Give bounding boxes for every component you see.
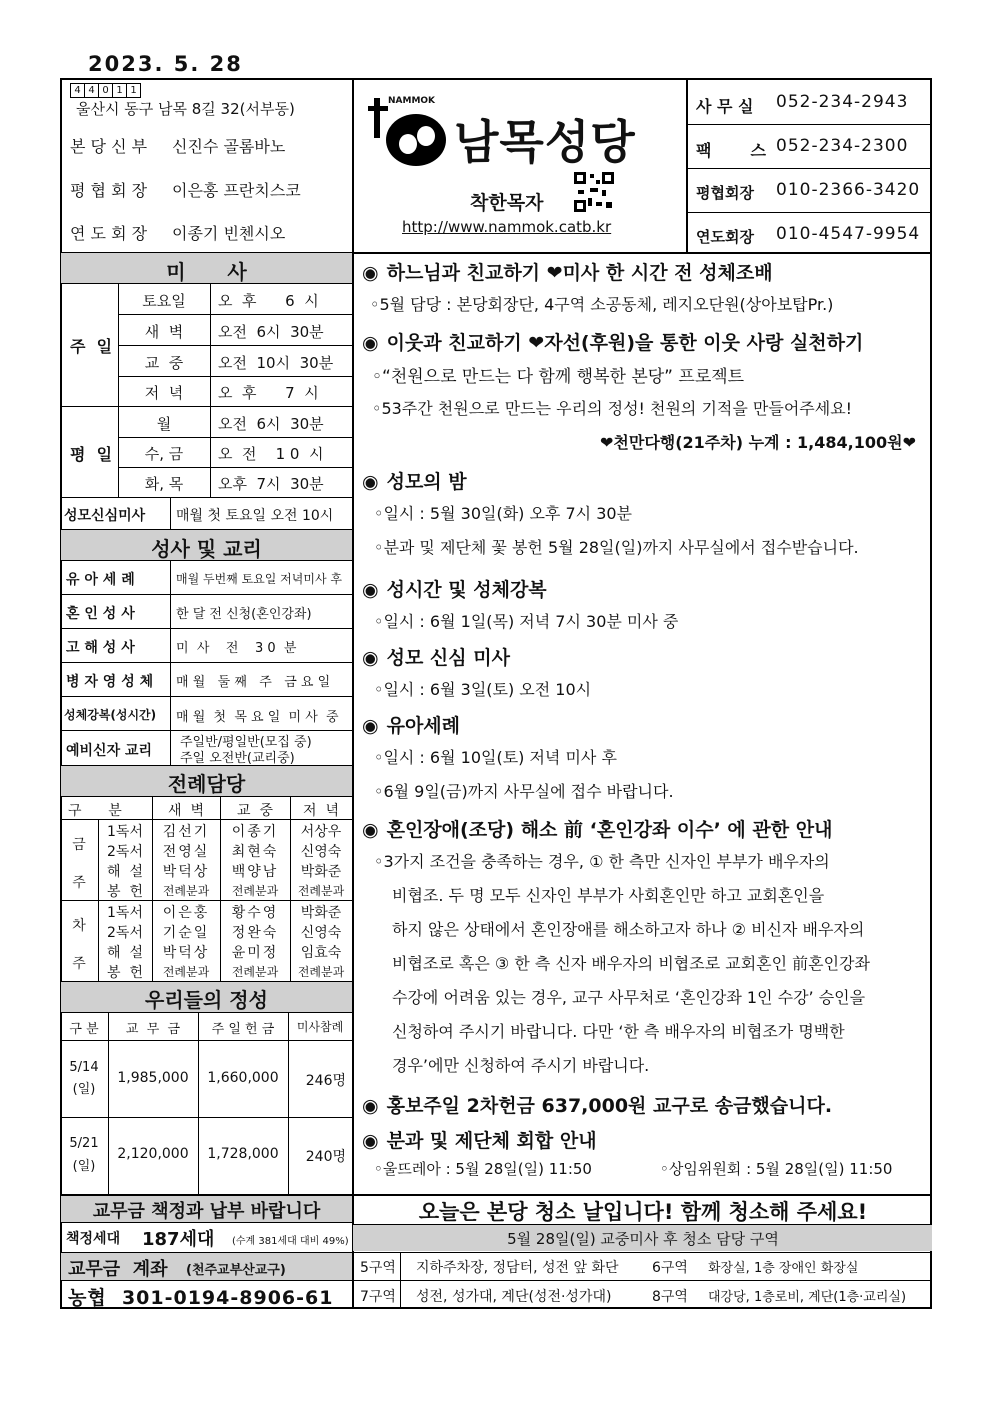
notice-line: ◦일시 : 6월 1일(목) 저녁 7시 30분 미사 중 [374,612,679,631]
cleaning-zone: 8구역 [652,1289,688,1305]
mass-time: 오 전 1 0 시 [218,445,324,463]
mass-day: 토요일 [142,292,186,310]
marian-mass-value: 매월 첫 토요일 오전 10시 [176,508,334,524]
officer-name-pastor: 신진수 골롬바노 [172,137,286,156]
notice-line: 비협조로 혹은 ③ 한 측 신자 배우자의 비협조로 교회혼인 前혼인강좌 [392,954,870,973]
logo-title: 남목성당 [454,115,636,169]
marian-mass-label: 성모신심미사 [64,508,146,524]
liturgy-role: 2독서 [107,844,143,860]
cleaning-zone: 6구역 [652,1260,688,1276]
liturgy-role: 봉 헌 [107,965,143,981]
liturgy-cell: 전례분과 [297,884,345,898]
notice-line: ◦울뜨레아 : 5월 28일(일) 11:50 [374,1160,592,1178]
households-value: 187세대 [142,1229,215,1250]
notice-line: ◦일시 : 6월 3일(토) 오전 10시 [374,680,592,699]
cleaning-zone: 5구역 [360,1260,396,1276]
liturgy-cell: 서상우 [300,824,342,840]
zip-digit: 4 [70,83,85,98]
contact-value-prayer: 010-4547-9954 [776,224,921,244]
notice-line: ◦5월 담당 : 본당회장단, 4구역 소공동체, 레지오단원(상아보탑Pr.) [370,295,834,314]
liturgy-section-title: 전례담당 [167,772,246,796]
notice-title [362,1126,597,1153]
bullet-icon: ◉ [362,1095,379,1117]
liturgy-cell: 박화준 [300,905,342,921]
liturgy-cell: 전례분과 [297,965,345,979]
cleaning-title: 오늘은 본당 청소 날입니다! 함께 청소해 주세요! [418,1200,868,1224]
liturgy-header: 새 벽 [168,803,204,819]
offering-count: 240명 [305,1149,346,1165]
officer-name-prayer: 이종기 빈첸시오 [172,224,286,243]
dues-title: 교무금 책정과 납부 바랍니다 [92,1201,321,1222]
contact-value-fax: 052-234-2300 [776,136,909,156]
mass-section-title: 미 사 [166,260,247,284]
notice-title-text: 성시간 및 성체강복 [386,579,547,601]
qr-code-icon [574,172,614,212]
notice-line: ◦일시 : 6월 10일(토) 저녁 미사 후 [374,748,617,767]
households-note: (수계 381세대 대비 49%) [232,1236,349,1247]
bullet-icon: ◉ [362,579,379,601]
cleaning-zone: 7구역 [360,1289,396,1305]
offering-dues: 1,985,000 [117,1070,189,1086]
mass-day: 화, 목 [144,475,184,493]
liturgy-cell: 전영실 [162,844,210,860]
liturgy-header: 저 녁 [303,803,339,819]
liturgy-cell: 전례분과 [162,965,210,979]
households-label: 책정세대 [66,1231,121,1247]
mass-day: 수, 금 [144,445,184,463]
sacrament-value: 매 월 첫 목 요 일 미 사 중 [176,710,339,725]
bullet-icon: ◉ [362,332,379,354]
offerings-header: 주 일 헌 금 [211,1022,275,1037]
offerings-header: 미사참례 [296,1020,344,1034]
mass-day: 새 벽 [144,323,184,341]
liturgy-week-label: 주 [72,956,86,972]
notice-line: ◦“천원으로 만드는 다 함께 행복한 본당” 프로젝트 [372,367,745,387]
notice-title [362,467,467,494]
sacrament-value: 미 사 전 3 0 분 [176,641,297,656]
contact-label-council: 평협회장 [696,184,754,202]
liturgy-cell: 전례분과 [162,884,210,898]
notice-line: ❤천만다행(21주차) 누계 : 1,484,100원❤ [600,433,917,452]
mass-time: 오 후 6 시 [218,292,319,310]
notice-line: 하지 않은 상태에서 혼인장애를 해소하고자 하나 ② 비신자 배우자의 [392,920,865,939]
liturgy-cell: 신영숙 [300,925,342,941]
liturgy-cell: 박덕상 [162,864,210,880]
sacrament-label: 고 해 성 사 [66,640,135,656]
bullet-icon: ◉ [362,647,379,669]
notice-line: ◦분과 및 제단체 꽃 봉헌 5월 28일(일)까지 사무실에서 접수받습니다. [374,538,859,557]
notice-title [362,328,863,355]
cleaning-place: 대강당, 1층로비, 계단(1층·교리실) [708,1290,907,1305]
sacraments-section-title: 성사 및 교리 [151,537,262,561]
notice-title [362,575,547,602]
sacrament-label: 유 아 세 례 [66,572,135,588]
notice-title-text: 성모 신심 미사 [386,647,510,669]
bullet-icon: ◉ [362,1130,379,1152]
sacrament-value: 한 달 전 신청(혼인강좌) [176,607,312,622]
notice-line: ◦3가지 조건을 충족하는 경우, ① 한 측만 신자인 부부가 배우자의 [374,852,830,871]
mass-time: 오전 6시 30분 [218,323,324,341]
mass-day: 교 중 [144,354,184,372]
notice-line: 비협조. 두 명 모두 신자인 부부가 사회혼인만 하고 교회혼인을 [392,886,825,905]
officer-role-prayer: 연 도 회 장 [70,224,148,243]
sacrament-label: 병 자 영 성 체 [66,674,154,690]
contact-label-prayer: 연도회장 [696,228,754,246]
liturgy-cell: 신영숙 [300,844,342,860]
zip-code [70,83,140,98]
contact-label-office: 사 무 실 [696,97,754,116]
offerings-header: 교 무 금 [125,1022,181,1037]
notice-title [362,711,460,738]
cleaning-place: 지하주차장, 정담터, 성전 앞 화단 [416,1260,619,1276]
account-note: (천주교부산교구) [186,1263,286,1278]
liturgy-cell: 기순일 [162,925,210,941]
bullet-icon: ◉ [362,262,379,284]
cleaning-place: 성전, 성가대, 계단(성전·성가대) [416,1289,612,1305]
offering-sunday: 1,660,000 [207,1070,279,1086]
offering-date: 5/21 [69,1136,99,1151]
liturgy-cell: 임효숙 [300,945,342,961]
cleaning-place: 화장실, 1층 장애인 화장실 [708,1261,859,1276]
notice-title-text: 혼인장애(조당) 해소 前 ‘혼인강좌 이수’ 에 관한 안내 [386,819,833,841]
catechumen-value: 주일 오전반(교리중) [180,751,295,766]
notice-line: ◦상임위원회 : 5월 28일(일) 11:50 [660,1160,893,1178]
church-website-link[interactable]: http://www.nammok.catb.kr [402,218,612,236]
notice-title [362,258,773,285]
liturgy-cell: 박화준 [300,864,342,880]
zip-digit: 1 [112,83,127,98]
notice-title [362,1091,832,1118]
bullet-icon: ◉ [362,471,379,493]
notice-title-text: 이웃과 친교하기 ❤자선(후원)을 통한 이웃 사랑 실천하기 [386,332,864,354]
liturgy-cell: 윤미정 [231,945,279,961]
notice-line: ◦53주간 천원으로 만드는 우리의 정성! 천원의 기적을 만들어주세요! [372,399,853,418]
offerings-header: 구 분 [69,1022,99,1037]
officer-role-pastor: 본 당 신 부 [70,137,148,156]
mass-weekday-label: 평 일 [70,445,113,464]
bulletin-date: 2023. 5. 28 [88,52,243,76]
bullet-icon: ◉ [362,715,379,737]
contact-label-fax: 팩 스 [696,141,766,160]
liturgy-role: 2독서 [107,925,143,941]
officer-name-council: 이은홍 프란치스코 [172,181,301,200]
bullet-icon: ◉ [362,819,379,841]
liturgy-cell: 이종기 [231,824,279,840]
notice-title [362,815,832,842]
liturgy-cell: 박덕상 [162,945,210,961]
church-motto: 착한목자 [470,192,544,214]
liturgy-cell: 정완숙 [231,925,279,941]
liturgy-header: 교 중 [237,803,273,819]
liturgy-role: 해 설 [107,864,143,880]
mass-sunday-label: 주 일 [70,337,113,356]
liturgy-cell: 황수영 [231,905,279,921]
liturgy-week-label: 금 [72,837,86,853]
notice-line: ◦일시 : 5월 30일(화) 오후 7시 30분 [374,504,633,523]
sacrament-value: 매 월 둘 째 주 금 요 일 [176,675,331,690]
liturgy-cell: 이은홍 [162,905,210,921]
liturgy-role: 1독서 [107,824,143,840]
liturgy-cell: 김선기 [162,824,210,840]
notice-title [362,643,510,670]
notice-line: 수강에 어려움 있는 경우, 교구 사무처로 ‘혼인강좌 1인 수강’ 승인을 [392,988,866,1007]
notice-title-text: 분과 및 제단체 회합 안내 [386,1130,597,1152]
liturgy-role: 봉 헌 [107,884,143,900]
offering-day: (일) [72,1082,96,1097]
notice-title-text: 홍보주일 2차헌금 637,000원 교구로 송금했습니다. [386,1095,833,1117]
notice-title-text: 유아세례 [386,715,461,737]
mass-day: 월 [156,415,172,433]
catechumen-label: 예비신자 교리 [66,743,153,759]
church-logo [368,96,688,176]
contact-value-council: 010-2366-3420 [776,180,921,200]
sacrament-value: 매월 두번째 토요일 저녁미사 후 [176,572,342,586]
church-address: 울산시 동구 남목 8길 32(서부동) [76,100,295,118]
sacrament-label: 혼 인 성 사 [66,606,135,622]
cleaning-subtitle: 5월 28일(일) 교중미사 후 청소 담당 구역 [507,1230,779,1248]
liturgy-role: 해 설 [107,945,143,961]
logo-brand: NAMMOK [388,96,436,106]
liturgy-week-label: 차 [72,918,86,934]
sacrament-label: 성체강복(성시간) [64,708,157,722]
liturgy-header: 구 분 [68,803,122,819]
catechumen-value: 주일반/평일반(모집 중) [180,735,312,750]
account-number: 농협 301-0194-8906-61 [68,1287,334,1309]
account-title: 교무금 계좌 [68,1259,168,1280]
mass-day: 저 녁 [144,384,184,402]
mass-time: 오 후 7 시 [218,384,319,402]
mass-time: 오전 10시 30분 [218,354,334,372]
liturgy-cell: 최현숙 [231,844,279,860]
liturgy-role: 1독서 [107,905,143,921]
offering-dues: 2,120,000 [117,1146,189,1162]
zip-digit: 1 [126,83,141,98]
notice-line: 신청하여 주시기 바랍니다. 다만 ‘한 측 배우자의 비협조가 명백한 [392,1022,845,1041]
officer-role-council: 평 협 회 장 [70,181,148,200]
notice-line: ◦6월 9일(금)까지 사무실에 접수 바랍니다. [374,782,674,801]
liturgy-cell: 전례분과 [231,965,279,979]
notice-line: 경우’에만 신청하여 주시기 바랍니다. [392,1056,650,1075]
liturgy-cell: 전례분과 [231,884,279,898]
notice-title-text: 하느님과 친교하기 ❤미사 한 시간 전 성체조배 [386,262,773,284]
offerings-section-title: 우리들의 정성 [145,988,268,1012]
offering-count: 246명 [305,1073,346,1089]
liturgy-cell: 백양남 [231,864,279,880]
offering-date: 5/14 [69,1060,99,1075]
offering-sunday: 1,728,000 [207,1146,279,1162]
mass-time: 오후 7시 30분 [218,475,324,493]
contact-value-office: 052-234-2943 [776,92,909,112]
liturgy-week-label: 주 [72,875,86,891]
zip-digit: 4 [84,83,99,98]
zip-digit: 0 [98,83,113,98]
offering-day: (일) [72,1159,96,1174]
mass-time: 오전 6시 30분 [218,415,324,433]
notice-title-text: 성모의 밤 [386,471,467,493]
